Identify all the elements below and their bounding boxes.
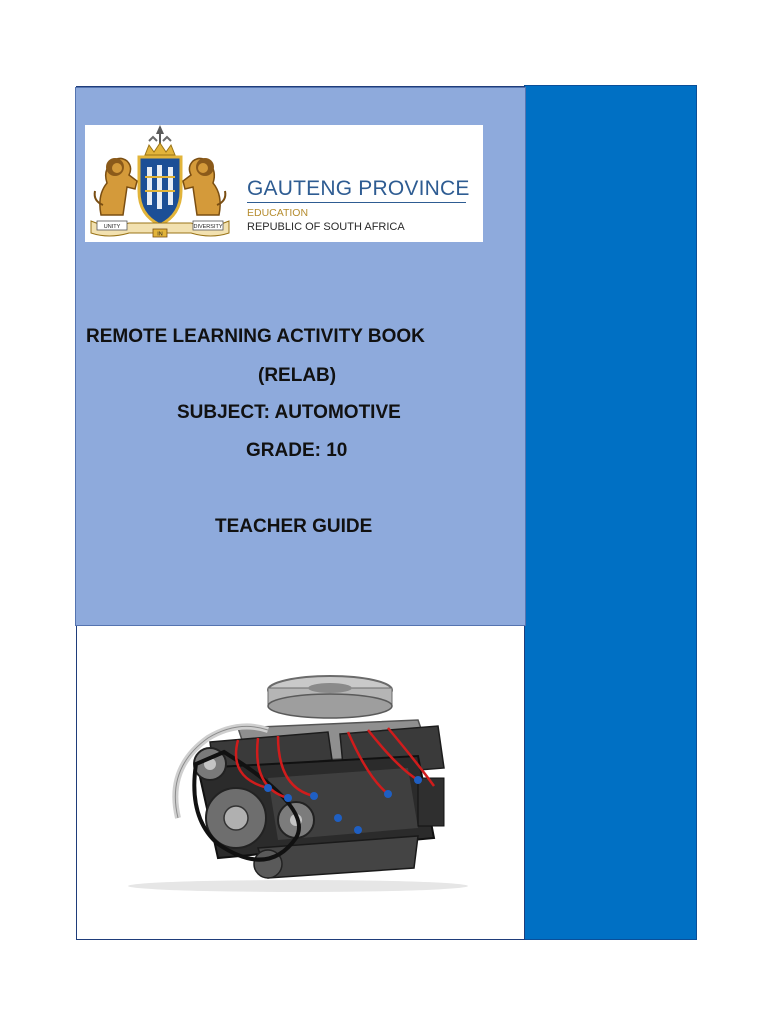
motto-right: DIVERSITY [193,224,223,230]
book-title: REMOTE LEARNING ACTIVITY BOOK [86,326,425,347]
motto-center: IN [157,231,163,238]
side-blue-band [524,85,697,940]
engine-illustration [118,668,478,900]
guide-type: TEACHER GUIDE [215,516,373,537]
gauteng-logo [85,125,483,242]
subject-line: SUBJECT: AUTOMOTIVE [177,402,401,423]
coat-of-arms-icon [89,125,231,242]
logo-department: EDUCATION [247,207,309,219]
grade-line: GRADE: 10 [246,440,348,461]
book-acronym: (RELAB) [258,365,337,386]
logo-divider [247,202,466,203]
motto-left: UNITY [103,224,121,230]
logo-country: REPUBLIC OF SOUTH AFRICA [247,221,405,233]
logo-province-name: GAUTENG PROVINCE [247,177,470,200]
